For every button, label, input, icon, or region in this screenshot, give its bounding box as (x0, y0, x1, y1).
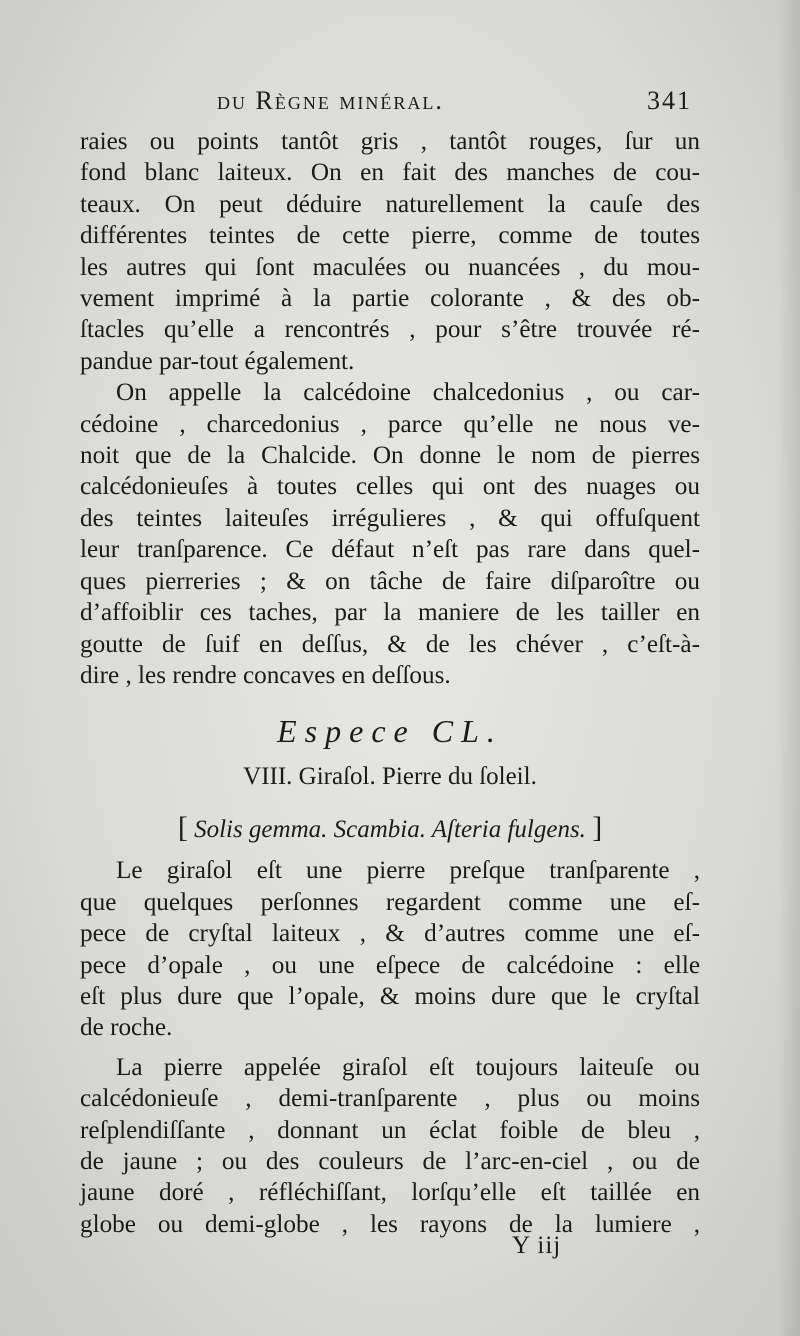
species-heading: Espece CL. (277, 713, 503, 750)
text-line: pece d’opale , ou une eſpece de calcédoine : elle (80, 951, 700, 979)
bracket-open: [ (177, 811, 188, 845)
running-title: du Règne minéral. (217, 86, 444, 115)
page-edge-shadow (778, 0, 800, 1336)
text-line: d’affoiblir ces taches, par la maniere de les tailler en (80, 599, 700, 627)
text-line: calcédonieuſes à toutes celles qui ont des nuages ou (80, 473, 700, 501)
text-line: Le giraſol eſt une pierre preſque tranſparente , (116, 857, 700, 885)
text-line: goutte de ſuif en deſſus, & de les chéver , c’eſt-à- (80, 630, 700, 658)
text-line: pece de cryſtal laiteux , & d’autres comme une eſ- (80, 920, 700, 948)
text-line: raies ou points tantôt gris , tantôt rouges, ſur un (80, 128, 700, 155)
text-line: On appelle la calcédoine chalcedonius , ou car- (116, 379, 700, 407)
paragraph-4 (80, 1052, 700, 1240)
text-line: des teintes laiteuſes irrégulieres , & qui offuſquent (80, 504, 700, 532)
text-line: jaune doré , réfléchiſſant, lorſqu’elle eſt taillée en (80, 1179, 700, 1207)
text-line: pandue par-tout également. (80, 347, 355, 375)
text-line: de jaune ; ou des couleurs de l’arc-en-ciel , ou de (80, 1147, 700, 1175)
paragraph-1 (80, 126, 700, 377)
text-line: reſplendiſſante , donnant un éclat foible de bleu , (80, 1116, 700, 1144)
text-line: dire , les rendre concaves en deſſous. (80, 661, 451, 689)
text-line: que quelques perſonnes regardent comme une eſ- (80, 888, 700, 916)
text-line: noit que de la Chalcide. On donne le nom de pierres (80, 442, 700, 470)
species-synonyms (80, 803, 700, 853)
text-line: globe ou demi-globe , les rayons de la lumiere , (80, 1210, 700, 1238)
text-line: eſt plus dure que l’opale, & moins dure que le cryſtal (80, 982, 700, 1010)
text-line: les autres qui ſont maculées ou nuancées , du mou- (80, 253, 700, 281)
text-line: ques pierreries ; & on tâche de faire diſparoître ou (80, 567, 700, 595)
text-line: de roche. (80, 1014, 173, 1042)
text-line: calcédonieuſe , demi-tranſparente , plus ou moins (80, 1085, 700, 1113)
page-number: 341 (647, 86, 692, 115)
paragraph-3 (80, 855, 700, 1043)
text-line: teaux. On peut déduire naturellement la cauſe des (80, 190, 700, 218)
text-line: ſtacles qu’elle a rencontrés , pour s’être trouvée ré- (80, 316, 700, 344)
paragraph-2 (80, 377, 700, 691)
text-line: cédoine , charcedonius , parce qu’elle ne nous ve- (80, 410, 700, 438)
text-line: différentes teintes de cette pierre, comme de toutes (80, 222, 700, 250)
bracket-close: ] (592, 811, 603, 845)
text-line: fond blanc laiteux. On en fait des manches de cou- (80, 159, 700, 187)
page-header (80, 82, 700, 126)
signature-mark: Y iij (512, 1232, 562, 1259)
text-line: La pierre appelée giraſol eſt toujours laiteuſe ou (116, 1053, 700, 1081)
species-subheading: VIII. Giraſol. Pierre du ſoleil. (243, 763, 537, 791)
synonyms-text: Solis gemma. Scambia. Aſteria fulgens. (194, 816, 586, 844)
text-line: vement imprimé à la partie colorante , & des ob- (80, 285, 700, 313)
text-block (80, 82, 700, 1240)
text-line: leur tranſparence. Ce défaut n’eſt pas rare dans quel- (80, 536, 700, 564)
